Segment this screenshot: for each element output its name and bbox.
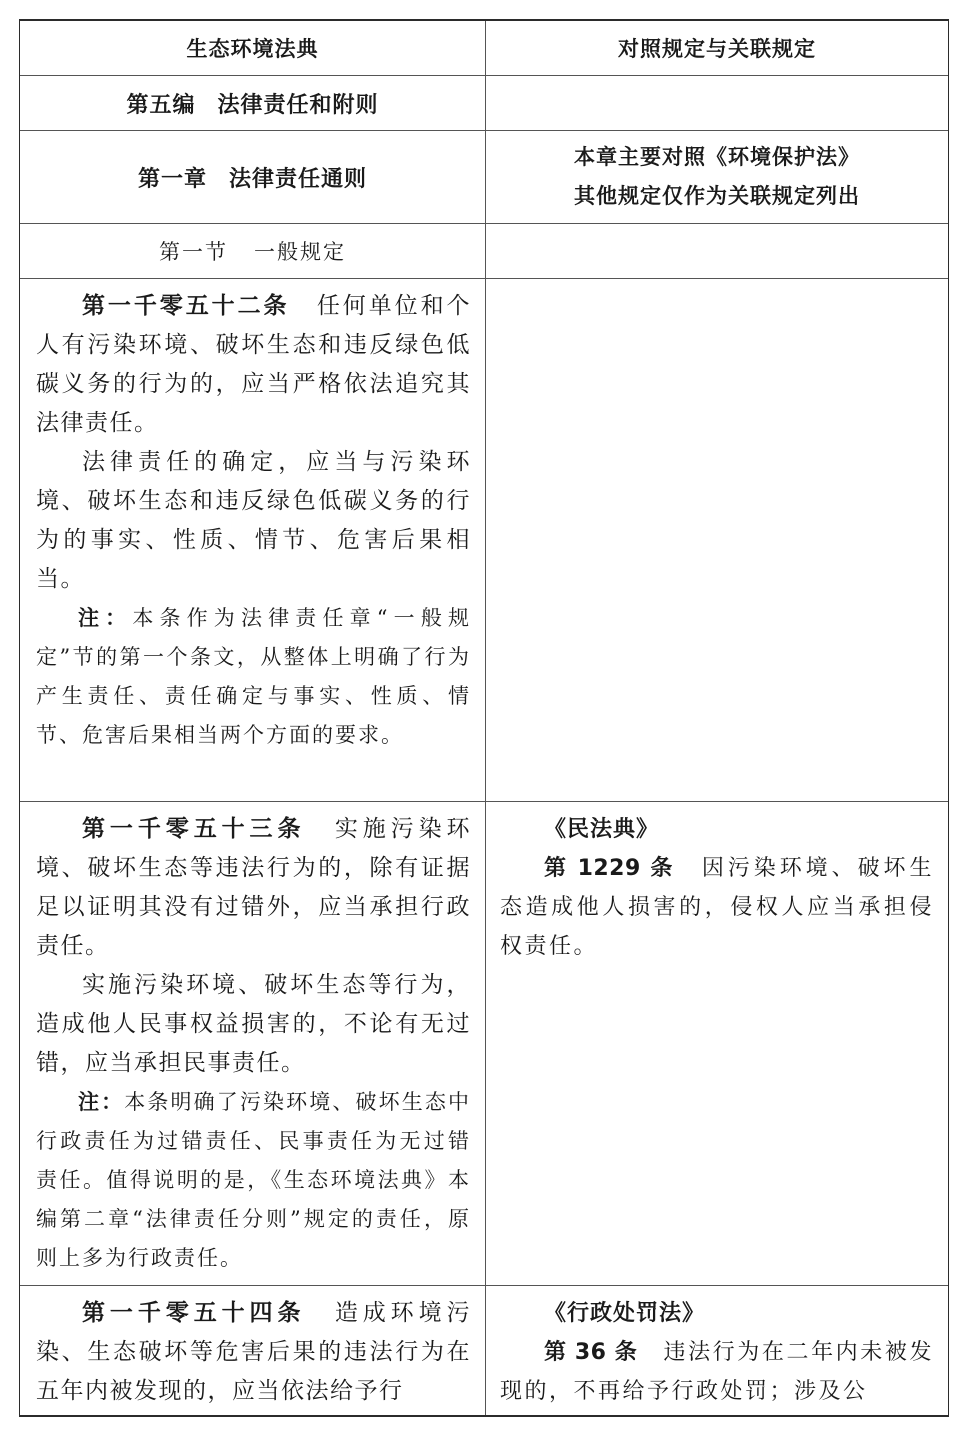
- article-1052-paragraph1: [36, 287, 471, 443]
- ref-article-number: 第 1229 条: [544, 856, 675, 881]
- article-1054-reference: [486, 1286, 948, 1417]
- section-heading: [20, 224, 486, 278]
- article-1053-paragraph1: [36, 810, 471, 966]
- article-1054-number: 第一千零五十四条: [82, 1300, 306, 1326]
- section-row: [20, 224, 948, 279]
- note-label: 注：: [78, 1090, 125, 1114]
- article-1052-ref-empty: [486, 279, 948, 801]
- comparison-table: [19, 19, 949, 1417]
- section-title: 一般规定: [254, 240, 346, 264]
- article-1053-note-text: 本条明确了污染环境、破坏生态中行政责任为过错责任、民事责任为无过错责任。值得说明的是，《生态环境法典》本编第二章“法律责任分则”规定的责任，原则上多为行政责任。: [36, 1090, 471, 1270]
- part-row: [20, 76, 948, 131]
- article-1054: [20, 1286, 486, 1417]
- header-left: 生态环境法典: [20, 21, 486, 75]
- chapter-number: 第一章: [137, 166, 207, 192]
- article-1053-paragraph2: 实施污染环境、破坏生态等行为，造成他人民事权益损害的，不论有无过错，应当承担民事责任。: [36, 972, 471, 1076]
- note-label: 注：: [78, 606, 133, 630]
- part-number: 第五编: [126, 92, 196, 118]
- article-1054-paragraph1: [36, 1294, 471, 1411]
- article-row-1054: [20, 1286, 948, 1417]
- article-1053-number: 第一千零五十三条: [82, 816, 306, 842]
- article-1053-text1: 实施污染环境、破坏生态等违法行为的，除有证据足以证明其没有过错外，应当承担行政责任。: [36, 816, 472, 959]
- part-right-empty: [486, 76, 948, 130]
- article-1052-note: [36, 599, 471, 755]
- article-1053: [20, 802, 486, 1285]
- ref-article-text: 违法行为在二年内未被发现的，不再给予行政处罚；涉及公: [500, 1340, 934, 1404]
- chapter-row: [20, 131, 948, 224]
- article-1053-reference: [486, 802, 948, 1285]
- article-1052-paragraph2: 法律责任的确定，应当与污染环境、破坏生态和违反绿色低碳义务的行为的事实、性质、情节、危害后果相当。: [36, 449, 471, 592]
- article-row-1053: [20, 802, 948, 1286]
- ref-article-text: 因污染环境、破坏生态造成他人损害的，侵权人应当承担侵权责任。: [500, 856, 934, 959]
- chapter-heading: [20, 131, 486, 223]
- article-1052: [20, 279, 486, 801]
- table-header-row: [20, 21, 948, 76]
- ref-law-title: 《民法典》: [544, 817, 660, 842]
- article-row-1052: [20, 279, 948, 802]
- ref-law-title: 《行政处罚法》: [544, 1301, 706, 1326]
- part-heading: [20, 76, 486, 130]
- part-title: 法律责任和附则: [217, 92, 379, 118]
- article-1052-number: 第一千零五十二条: [82, 293, 290, 319]
- ref-article-number: 第 36 条: [544, 1340, 638, 1365]
- article-1054-text1: 造成环境污染、生态破坏等危害后果的违法行为在五年内被发现的，应当依法给予行: [36, 1300, 472, 1404]
- article-1052-text1: 任何单位和个人有污染环境、破坏生态和违反绿色低碳义务的行为的，应当严格依法追究其法律责任。: [36, 293, 472, 436]
- chapter-note-line2: 其他规定仅作为关联规定列出: [574, 184, 860, 208]
- chapter-note-line1: 本章主要对照《环境保护法》: [574, 145, 860, 169]
- article-1053-note: [36, 1083, 471, 1278]
- article-1052-note-text: 本条作为法律责任章“一般规定”节的第一个条文，从整体上明确了行为产生责任、责任确定与事实、性质、情节、危害后果相当两个方面的要求。: [36, 606, 471, 747]
- section-right-empty: [486, 224, 948, 278]
- chapter-title: 法律责任通则: [229, 166, 368, 192]
- ref-article-paragraph: [500, 849, 934, 966]
- chapter-note: [486, 131, 948, 223]
- section-number: 第一节: [159, 240, 228, 264]
- header-right: 对照规定与关联规定: [618, 37, 816, 61]
- ref-article-paragraph: [500, 1333, 934, 1411]
